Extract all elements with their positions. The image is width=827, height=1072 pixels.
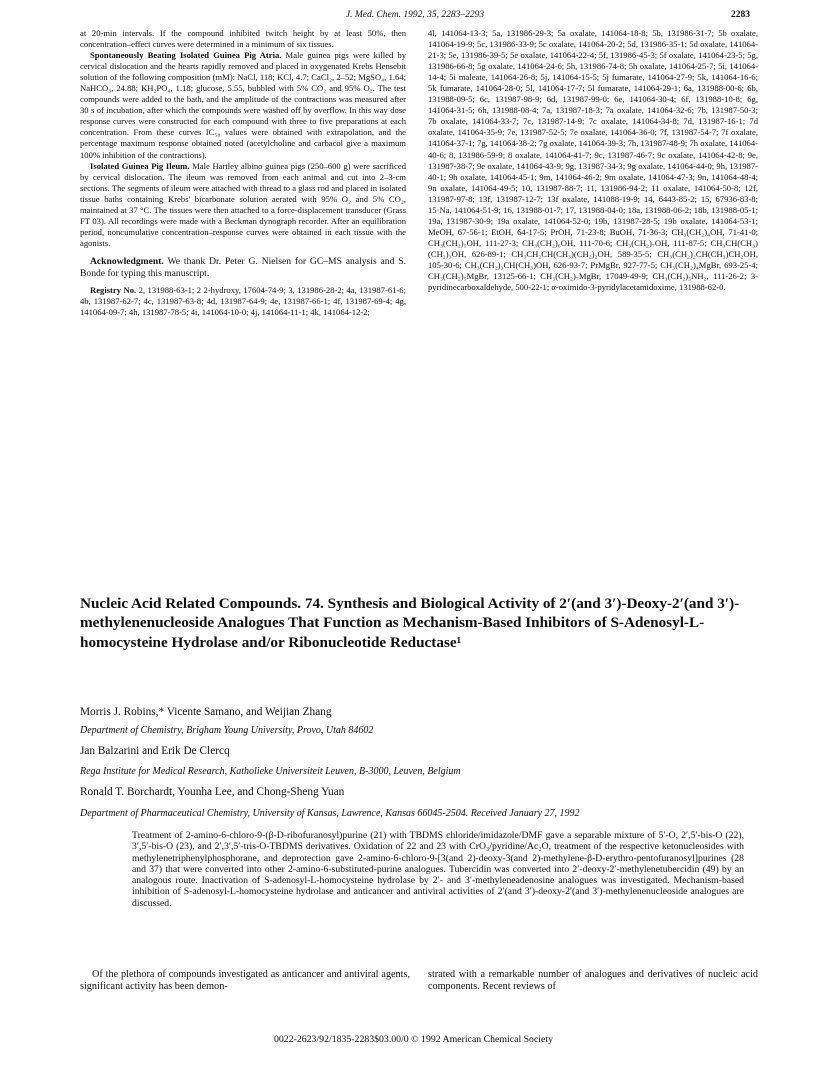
paragraph-atria xyxy=(80,50,406,160)
registry-numbers-continued: 4l, 141064-13-3; 5a, 131986-29-3; 5a oxalate, 141064-18-8; 5b, 131986-31-7; 5b oxalate, 141064-19-9; 5c, 131986-33-9; 5c oxalate, 141064-20-2; 5d, 131986-35-1; 5d oxalate, 141064-21-3; 5e, 131986-39-5; 5e oxalate, 141064-22-4; 5f, 131986-45-3; 5f oxalate, 141064-23-5; 5g, 131986-66-8; 5g oxalate, 141064-24-6; 5h, 131986-74-8; 5h oxalate, 141064-25-7; 5i, 141064-14-4; 5i maleate, 141064-26-8; 5j, 141064-15-5; 5j fumarate, 141064-27-9; 5k, 141064-16-6; 5k fumarate, 141064-28-0; 5l, 141064-17-7; 5l fumarate, 141064-29-1; 6a, 131988-00-6; 6b, 131988-09-5; 6c, 131987-98-9; 6d, 131987-99-0; 6e, 141064-30-4; 6f, 131988-10-8; 6g, 141064-31-5; 6h, 131988-08-4; 7a, 131987-18-3; 7a oxalate, 141064-32-6; 7b, 131987-50-3; 7b oxalate, 141064-33-7; 7c, 131987-14-9; 7c oxalate, 141064-34-8; 7d, 131987-16-1; 7d oxalate, 141064-35-9; 7e, 131987-52-5; 7e oxalate, 141064-36-0; 7f, 131987-54-7; 7f oxalate, 141064-37-1; 7g, 141064-38-2; 7g oxalate, 141064-39-3; 7h, 131987-48-9; 7h oxalate, 141064-40-6; 8, 131986-59-9; 8 oxalate, 141064-41-7; 9c, 131987-46-7; 9c oxalate, 141064-42-8; 9e, 131987-38-7; 9e oxalate, 141064-43-9; 9g, 131987-34-3; 9g oxalate, 141064-44-0; 9h, 131987-40-1; 9h oxalate, 141064-45-1; 9m, 141064-46-2; 9m oxalate, 141064-47-3; 9n, 141064-48-4; 9n oxalate, 141064-49-5; 10, 131987-88-7; 11, 131986-94-2; 11 oxalate, 141064-50-8; 12f, 131987-97-8; 13f, 131987-12-7; 13f oxalate, 141088-19-9; 14, 6443-85-2; 15, 67936-83-8; 15·Na, 141064-51-9; 16, 131988-01-7; 17, 131988-04-0; 18a, 131988-06-2; 18b, 131988-05-1; 19a, 131987-30-9; 19a oxalate, 141064-52-0; 19b, 131987-28-5; 19b oxalate, 141064-53-1; MeOH, 67-56-1; EtOH, 64-17-5; PrOH, 71-23-8; BuOH, 71-36-3; CH₃(CH₂)₄OH, 71-41-0; CH₃(CH₂)₅OH, 111-27-3; CH₃(CH₂)₆OH, 111-70-6; CH₃(CH₂)₇OH, 111-87-5; CH₃CH(CH₃)(CH₂)₃OH, 626-89-1; CH₃CH₂CH(CH₃)(CH₂)₂OH, 589-35-5; CH₃(CH₂)₂CH(CH₃)CH₂OH, 105-30-6; CH₃(CH₂)₃CH(CH₃)OH, 626-93-7; PrMgBr, 927-77-5; CH₃(CH₂)₄MgBr, 693-25-4; CH₃(CH₂)₅MgBr, 13125-66-1; CH₃(CH₂)₇MgBr, 17049-49-9; CH₃(CH₂)₅NH₂, 111-26-2; 3-pyridinecarboxaldehyde, 500-22-1; α-oximido-3-pyridylacetamidoxime, 131988-62-0. xyxy=(428,28,758,293)
acknowledgment xyxy=(80,256,406,279)
author-group-2: Jan Balzarini and Erik De Clercq xyxy=(80,745,230,757)
journal-citation: J. Med. Chem. 1992, 35, 2283–2293 xyxy=(345,10,485,20)
registry-numbers xyxy=(80,285,406,318)
affiliation-3: Department of Pharmaceutical Chemistry, University of Kansas, Lawrence, Kansas 66045-2504. Received January 27, 1992 xyxy=(80,808,580,819)
affiliation-1: Department of Chemistry, Brigham Young University, Provo, Utah 84602 xyxy=(80,725,374,736)
affiliation-2: Rega Institute for Medical Research, Katholieke Universiteit Leuven, B-3000, Leuven, Belgium xyxy=(80,766,461,777)
author-group-1: Morris J. Robins,* Vicente Samano, and Weijian Zhang xyxy=(80,706,332,718)
ileum-text: Male Hartley albino guinea pigs (250–600 g) were sacrificed by cervical dislocation. The ileum was removed from each animal and cut into 2–3-cm sections. The segments of ileum were attached with thread to a glass rod and placed in isolated tissue baths containing Krebs' bicarbonate solution aerated with 95% O₂ and 5% CO₂, maintained at 37 °C. The tissues were then attached to a force-displacement transducer (Grass FT 03). All recordings were made with a Beckman dynograph recorder. After an equilibration period, noncumulative concentration–response curves were obtained in each tissue with the agonists. xyxy=(80,160,406,248)
introduction-right: strated with a remarkable number of analogues and derivatives of nucleic acid components. Recent reviews of xyxy=(428,969,758,993)
abstract: Treatment of 2-amino-6-chloro-9-(β-D-ribofuranosyl)purine (21) with TBDMS chloride/imidazole/DMF gave a separable mixture of 5′-O, 2′,5′-bis-O (22), 3′,5′-bis-O (23), and 2′,3′,5′-tris-O-TBDMS derivatives. Oxidation of 22 and 23 with CrO₃/pyridine/Ac₂O, treatment of the respective ketonucleosides with methylenetriphenylphosphorane, and deprotection gave 2-amino-6-chloro-9-[3(and 2)-deoxy-3(and 2)-methylene-β-D-erythro-pentofuranosyl]purines (28 and 37) that were converted into other 2-amino-6-substituted-purine analogues. Tubercidin was converted into 2′-deoxy-2′-methylenetubercidin (49) by an analogous route. Inactivation of S-adenosyl-L-homocysteine hydrolase by 2′- and 3′-methyleneadenosine analogues was investigated. Mechanism-based inhibition of S-adenosyl-L-homocysteine hydrolase and anticancer and antiviral activities of 2′(and 3′)-deoxy-2′(and 3′)-methylenenucleoside analogues are discussed. xyxy=(132,830,744,909)
registry-text: 2, 131988-63-1; 2 2-hydroxy, 17604-74-9; 3, 131986-28-2; 4a, 131987-61-6; 4b, 131987-62-7; 4c, 131987-63-8; 4d, 131987-64-9; 4e, 131987-66-1; 4f, 131987-69-4; 4g, 141064-09-7; 4h, 131987-78-5; 4i, 141064-10-0; 4j, 141064-11-1; 4k, 141064-12-2; xyxy=(80,285,406,318)
acknowledgment-text: We thank Dr. Peter G. Nielsen for GC–MS analysis and S. Bonde for typing this manuscript. xyxy=(80,255,406,279)
article-title-block xyxy=(80,594,760,652)
running-head xyxy=(80,10,750,26)
paragraph-continuation: at 20-min intervals. If the compound inhibited twitch height by at least 50%, then concentration–effect curves were determined in a minimum of six tissues. xyxy=(80,28,406,50)
atria-heading: Spontaneously Beating Isolated Guinea Pig Atria. xyxy=(90,50,282,61)
introduction-left: Of the plethora of compounds investigated as anticancer and antiviral agents, significant activity has been demon- xyxy=(80,969,410,993)
atria-text: Male guinea pigs were killed by cervical dislocation and the hearts rapidly removed and placed in oxygenated Krebs Hensebit solution of the following composition (mM): NaCl, 118; KCl, 4.7; CaCl₂, 2–52; MgSO₄, 1.64; NaHCO₃, 24.88; KH₂PO₄, 1.18; glucose, 5.55, bubbled with 5% CO₂ and 95% O₂. The test compounds were added to the bath, and the amplitude of the contractions was measured after 30 s of incubation, after which the compounds were washed off by overflow. In this way dose response curves were constructed for each compound with three to five preparations at each concentration. From these curves IC₅₀ values were obtained with extrapolation, and the percentage maximum response obtained noted (acetylcholine and carbacol give a maximum 100% inhibition of the contractions). xyxy=(80,50,406,160)
copyright-footer: 0022-2623/92/1835-2283$03.00/0 © 1992 American Chemical Society xyxy=(274,1034,553,1045)
registry-heading: Registry No. xyxy=(90,285,137,296)
paragraph-ileum xyxy=(80,161,406,249)
author-group-3: Ronald T. Borchardt, Younha Lee, and Chong-Sheng Yuan xyxy=(80,786,345,798)
ileum-heading: Isolated Guinea Pig Ileum. xyxy=(90,160,190,171)
acknowledgment-heading: Acknowledgment. xyxy=(90,255,164,267)
page-number: 2283 xyxy=(731,10,750,20)
article-title: Nucleic Acid Related Compounds. 74. Synthesis and Biological Activity of 2′(and 3′)-Deoxy-2′(and 3′)-methylenenucleoside Analogues That Function as Mechanism-Based Inhibitors of S-Adenosyl-L-homocysteine Hydrolase and/or Ribonucleotide Reductase¹ xyxy=(80,595,740,651)
right-column xyxy=(428,28,758,293)
left-column xyxy=(80,28,406,318)
